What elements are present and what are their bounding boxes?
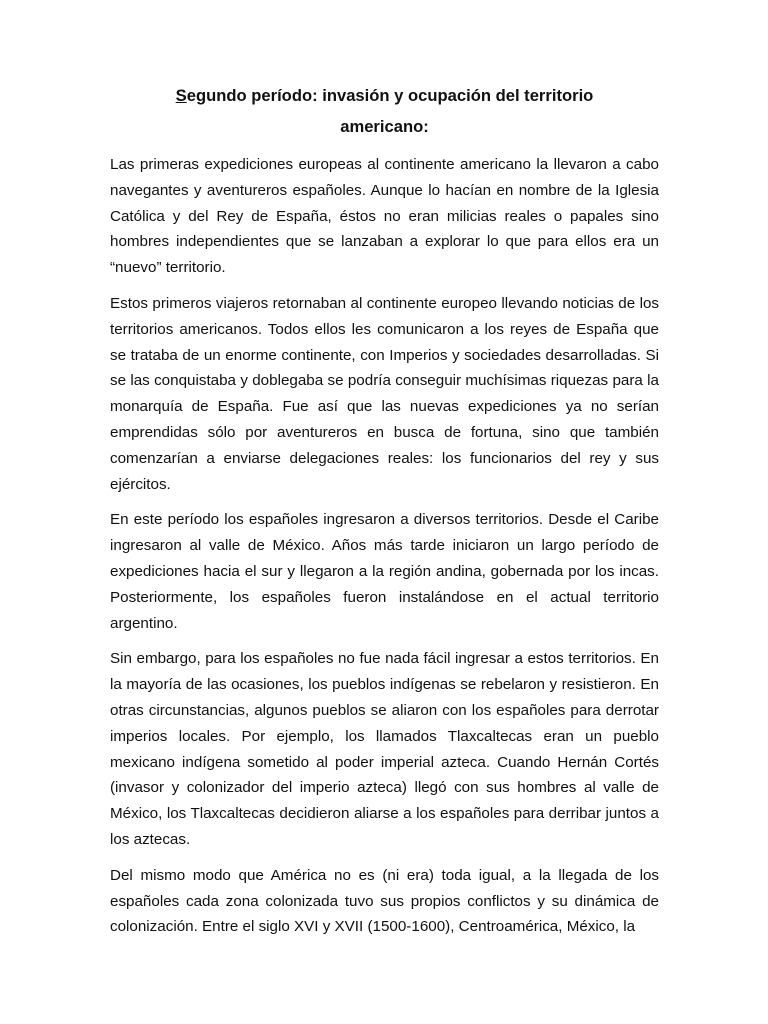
paragraph-4: Sin embargo, para los españoles no fue nada fácil ingresar a estos territorios. En la mayoría de las ocasiones, los pueblos indígenas se rebelaron y resistieron. En otras circunstancias, algunos pueblos se aliaron con los españoles para derrotar imperios locales. Por ejemplo, los llamados Tlaxcaltecas eran un pueblo mexicano indígena sometido al poder imperial azteca. Cuando Hernán Cortés (invasor y colonizador del imperio azteca) llegó con sus hombres al valle de México, los Tlaxcaltecas decidieron aliarse a los españoles para derribar juntos a los aztecas. (110, 650, 659, 848)
paragraph-1: Las primeras expediciones europeas al continente americano la llevaron a cabo navegantes y aventureros españoles. Aunque lo hacían en nombre de la Iglesia Católica y del Rey de España, éstos no eran milicias reales o papales sino hombres independientes que se lanzaban a explorar lo que para ellos era un “nuevo” territorio. (110, 156, 659, 277)
paragraph-5: Del mismo modo que América no es (ni era) toda igual, a la llegada de los españoles cada zona colonizada tuvo sus propios conflictos y su dinámica de colonización. Entre el siglo XVI y XVII (1500-1600), Centroamérica, México, la (110, 866, 659, 936)
document-body (110, 80, 659, 950)
paragraph-3: En este período los españoles ingresaron a diversos territorios. Desde el Caribe ingresaron al valle de México. Años más tarde iniciaron un largo período de expediciones hacia el sur y llegaron a la región andina, gobernada por los incas. Posteriormente, los españoles fueron instalándose en el actual territorio argentino. (110, 511, 659, 632)
title-initial: S (175, 86, 187, 105)
title-text: egundo período: invasión y ocupación del territorio americano: (186, 86, 594, 136)
paragraph-2: Estos primeros viajeros retornaban al continente europeo llevando noticias de los territorios americanos. Todos ellos les comunicaron a los reyes de España que se trataba de un enorme continente, con Imperios y sociedades desarrolladas. Si se las conquistaba y doblegaba se podría conseguir muchísimas riquezas para la monarquía de España. Fue así que las nuevas expediciones ya no serían emprendidas sólo por aventureros en busca de fortuna, sino que también comenzarían a enviarse delegaciones reales: los funcionarios del rey y sus ejércitos. (110, 294, 659, 493)
document-title (130, 80, 639, 142)
